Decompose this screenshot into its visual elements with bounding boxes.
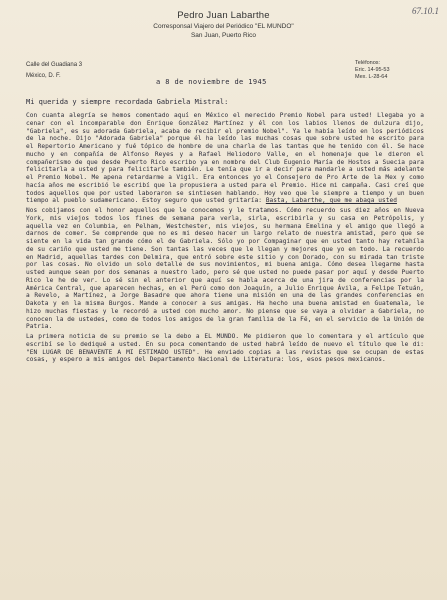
phone-label: Teléfonos: [355, 60, 381, 66]
paragraph-1-text: Con cuanta alegría se hemos comentado aquí en México el merecido Premio Nobel para usted! Llegaba yo a cenar con el incomparable don Enrique González Martínez y él con los labios llenos de dulzura dijo, "Gabriela", es su adorada Gabriela, acaba de recibir el premio Nobel". Ya le había leído en los periódicos de la noche. Dijo "Adorada Gabriela" porque él ha leído las muchas cosas que sobre usted he escrito para el Repertorio Americano y fué tópico de hombre de una charla de las tantas que he tenido con él. Se hace mucho y en compañía de Alfonso Reyes y a Rafael Heliodoro Valle, en el homenaje que le dieron el compañerismo de que desde Puerto Rico escribo ya en nombre del Club Eugenio María de Hostos a Suecia para felicitarla a usted y para felicitarle también. Le tenía que ir a decir para mandarle a usted más adelante el Premio Nobel. Me apena retardarme a Vigil. Era entonces yo el Consejero de Pro Arte de la Mex y como hacía años me escribió le escribí que la propusiera a usted para el Premio. Hice mi campaña. Casi creí que todos aquellos que por usted laboraron se sintiesen hablando. Hoy veo que le siempre a tiempo y un buen tiempo al pueblo sudamericano. Estoy seguro que usted gritaría: [26, 112, 424, 205]
archive-number: 67.10.1 [412, 6, 439, 16]
letterhead-city: San Juan, Puerto Rico [190, 32, 257, 39]
letter-date: a 8 de noviembre de 1945 [156, 78, 267, 86]
phone-block [355, 60, 390, 81]
sender-street: Calle del Guadiana 3 [26, 62, 83, 68]
letterhead [0, 10, 447, 39]
letterhead-role: Corresponsal Viajero del Periódico "EL MUNDO" [153, 23, 294, 30]
sender-city: México, D. F. [26, 73, 61, 79]
phone-eric: Eric. 14-95-53 [355, 67, 390, 73]
phone-mex: Mex. L-28-64 [355, 74, 388, 80]
letterhead-name: Pedro Juan Labarthe [177, 10, 270, 21]
paragraph-3: La primera noticia de su premio se la debo a EL MUNDO. Me pidieron que lo comentara y el artículo que escribí se lo dediqué a usted. En su poca comentando de usted habrá leído de nuevo el título que le di: "EN LUGAR DE BENAVENTE A MI ESTIMADO USTED". He enviado copias a las revistas que se ocupan de estas cosas, y espero a mis amigos del Departamento Nacional de Literatura: los, esos pesos mexicanos. [26, 333, 424, 364]
paragraph-1 [26, 112, 424, 205]
paragraph-2: Nos cobijamos con el honor aquellos que le conocemos y le tratamos. Cómo recuerdo sus diez años en Nueva York, mis viejos todos los fines de semana para verla, sirla, escribirla y su casa en Petrópolis, y aquella vez en Columbia, en Pelham, Westchester, mis viejos, su hermana Emelina y el amigo que llegó a darnos de comer. Se comprende que no es mi deseo hacer un largo relato de nuestra amistad, pero que se siente en la vida tan grande cómo el de Gabriela. Sólo yo por Compaginar que en usted tanto hay retahíla de su cariño que usted me tiene. Son tantas las veces que le llegan y mejores que yo en todo. La recuerdo en Madrid, aquellas tardes con Delmira, que entró sobre este sitio y con Dorado, con su mirada tan triste por las cosas. No olvido un solo detalle de sus movimientos, mi buena amiga. Cómo desea llegarme hasta usted aunque sean por dos semanas a nuestro lado, pero sé que usted no puede pasar por aquí y desde Puerto Rico le he de ver. Lo sé sin el anterior que aquí se habla acerca de una jira de conferencias por la América Central, que aparecen hechas, en el Perú como don Joaquín, a Julio Enrique Ávila, a Felipe Tetuán, a Revelo, a Martínez, a Jorge Basadre que ahora tiene una misión en una de las grandes conferencias en Dakota y en la misma Burgos. Mande a conocer a sus amigas. Ha hecho una buena amistad en Guatemala, le hizo muchas fiestas y le recordó a usted con mucho amor. No piense que se vaya a olvidar a Gabriela, no conocen la de ustedes, como de todos los amigos de la gran familia de la Fé, en el servicio de la Unión de Patria. [26, 207, 424, 331]
sender-address [26, 62, 82, 84]
salutation: Mi querida y siempre recordada Gabriela Mistral: [26, 98, 229, 106]
quoted-phrase: Basta, Labarthe, que me abaga usted [265, 197, 397, 205]
letter-body [26, 112, 424, 364]
